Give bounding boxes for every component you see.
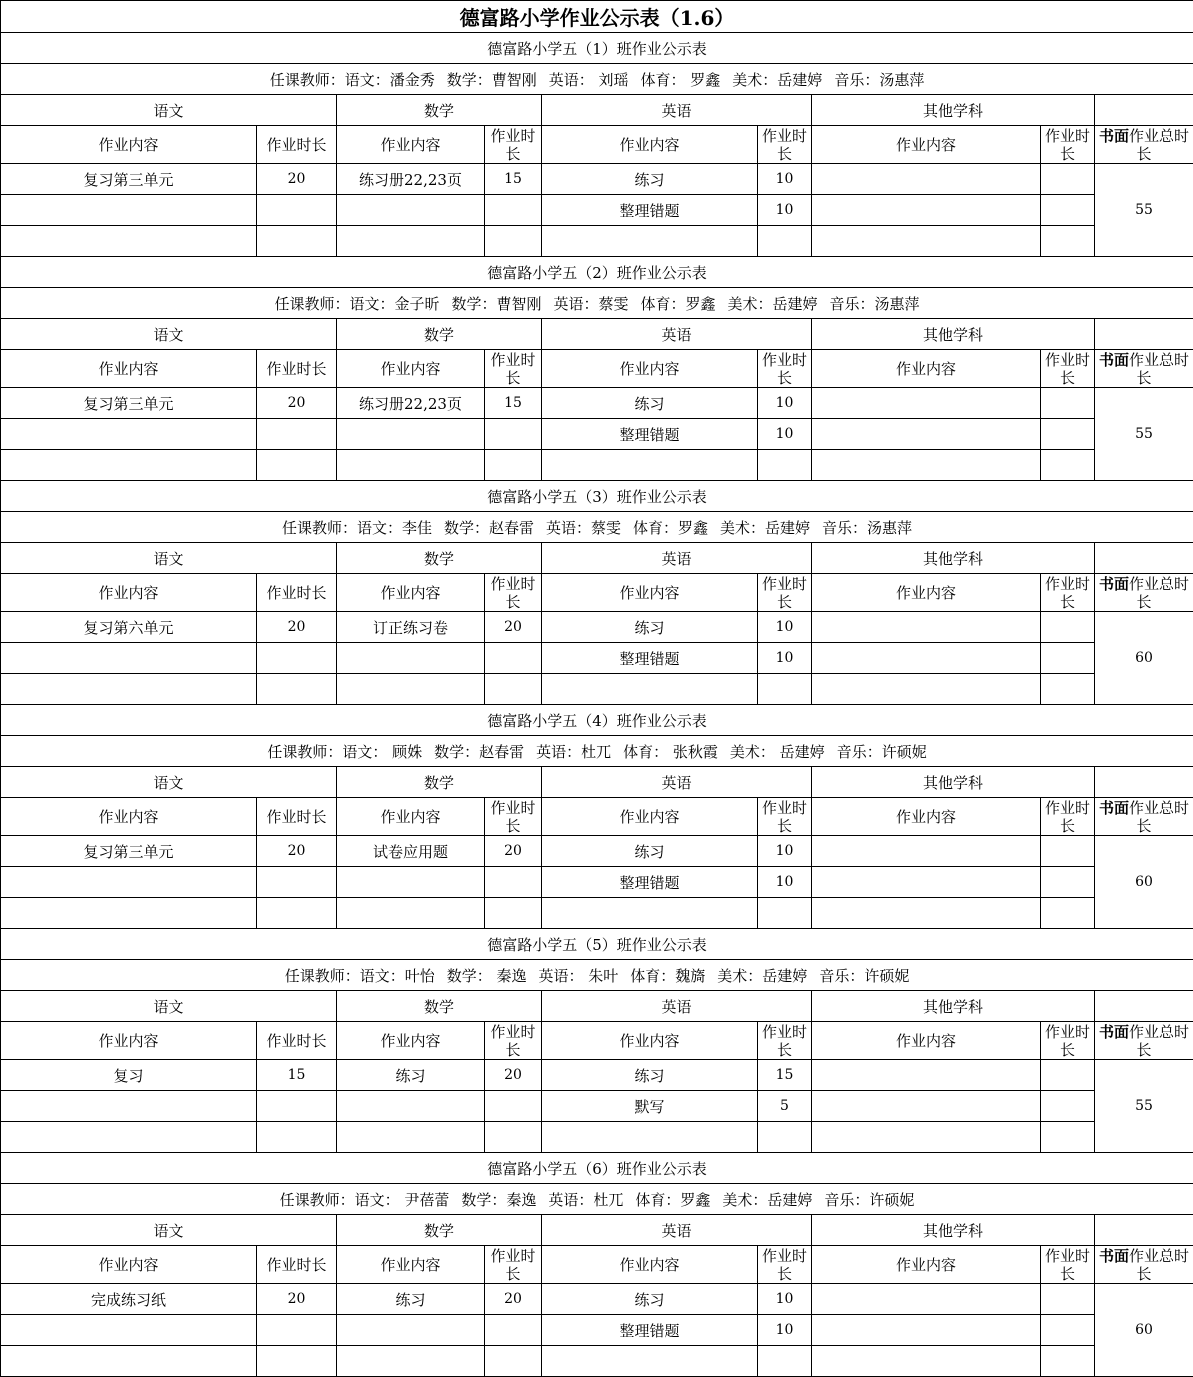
col-content: 作业内容 [337, 126, 485, 164]
col-duration: 作业时长 [1041, 798, 1095, 836]
other-content [812, 419, 1041, 450]
english-duration: 10 [758, 643, 812, 674]
subject-math: 数学 [337, 1215, 542, 1246]
total-duration: 60 [1095, 612, 1193, 705]
english-content: 练习 [542, 388, 758, 419]
teacher-item: 任课教师：语文：金子昕 [274, 295, 439, 313]
teacher-item: 体育：罗鑫 [633, 519, 708, 537]
math-content [337, 1315, 485, 1346]
english-duration: 15 [758, 1060, 812, 1091]
math-duration [485, 1346, 542, 1377]
chinese-duration [257, 1122, 337, 1153]
english-duration [758, 226, 812, 257]
chinese-duration [257, 1091, 337, 1122]
col-duration: 作业时长 [257, 798, 337, 836]
math-duration [485, 1315, 542, 1346]
col-total-bold: 书面 [1099, 127, 1129, 145]
col-content: 作业内容 [812, 1246, 1041, 1284]
english-content: 整理错题 [542, 419, 758, 450]
chinese-duration: 20 [257, 1284, 337, 1315]
col-content: 作业内容 [542, 1022, 758, 1060]
class-heading: 德富路小学五（2）班作业公示表 [1, 257, 1193, 288]
teacher-item: 美术：岳建婷 [720, 519, 810, 537]
col-content: 作业内容 [1, 126, 257, 164]
total-duration: 60 [1095, 1284, 1193, 1377]
other-content [812, 1315, 1041, 1346]
math-content: 订正练习卷 [337, 612, 485, 643]
math-content [337, 226, 485, 257]
teacher-item: 音乐：许硕妮 [837, 743, 927, 761]
other-content [812, 674, 1041, 705]
math-content [337, 643, 485, 674]
class-heading: 德富路小学五（1）班作业公示表 [1, 33, 1193, 64]
chinese-duration [257, 195, 337, 226]
col-total [1095, 798, 1193, 836]
other-duration [1041, 195, 1095, 226]
math-content: 练习 [337, 1284, 485, 1315]
col-content: 作业内容 [542, 798, 758, 836]
subject-blank [1095, 543, 1193, 574]
col-duration: 作业时长 [485, 350, 542, 388]
english-duration [758, 1122, 812, 1153]
col-duration: 作业时长 [1041, 126, 1095, 164]
other-content [812, 164, 1041, 195]
col-duration: 作业时长 [485, 574, 542, 612]
subject-other: 其他学科 [812, 991, 1095, 1022]
english-content: 整理错题 [542, 643, 758, 674]
teacher-item: 数学：曹智刚 [451, 295, 541, 313]
col-duration: 作业时长 [485, 1022, 542, 1060]
col-total-rest: 作业总时长 [1129, 575, 1189, 611]
col-content: 作业内容 [1, 798, 257, 836]
math-duration [485, 419, 542, 450]
math-duration [485, 674, 542, 705]
subject-english: 英语 [542, 767, 812, 798]
chinese-duration [257, 450, 337, 481]
subject-other: 其他学科 [812, 95, 1095, 126]
teacher-item: 英语： 刘瑶 [549, 71, 629, 89]
chinese-duration: 15 [257, 1060, 337, 1091]
class-heading: 德富路小学五（3）班作业公示表 [1, 481, 1193, 512]
subject-english: 英语 [542, 95, 812, 126]
col-content: 作业内容 [1, 1022, 257, 1060]
chinese-content: 完成练习纸 [1, 1284, 257, 1315]
math-content: 练习册22,23页 [337, 388, 485, 419]
math-duration [485, 898, 542, 929]
math-duration [485, 195, 542, 226]
other-content [812, 898, 1041, 929]
teacher-list [1, 1184, 1193, 1215]
teacher-item: 任课教师：语文：潘金秀 [270, 71, 435, 89]
teacher-list [1, 288, 1193, 319]
subject-other: 其他学科 [812, 767, 1095, 798]
english-duration [758, 1346, 812, 1377]
english-duration: 10 [758, 419, 812, 450]
english-content: 默写 [542, 1091, 758, 1122]
other-content [812, 612, 1041, 643]
math-content [337, 450, 485, 481]
english-content [542, 1346, 758, 1377]
chinese-duration [257, 674, 337, 705]
teacher-item: 体育： 罗鑫 [641, 71, 721, 89]
col-total [1095, 126, 1193, 164]
col-content: 作业内容 [337, 1022, 485, 1060]
other-duration [1041, 674, 1095, 705]
chinese-content [1, 226, 257, 257]
math-duration [485, 643, 542, 674]
teacher-item: 体育：魏旖 [630, 967, 705, 985]
math-content [337, 898, 485, 929]
other-content [812, 450, 1041, 481]
col-content: 作业内容 [812, 1022, 1041, 1060]
other-duration [1041, 867, 1095, 898]
math-content [337, 867, 485, 898]
col-total [1095, 350, 1193, 388]
col-content: 作业内容 [812, 350, 1041, 388]
math-content: 试卷应用题 [337, 836, 485, 867]
chinese-duration [257, 1315, 337, 1346]
col-duration: 作业时长 [485, 126, 542, 164]
other-duration [1041, 450, 1095, 481]
other-duration [1041, 1284, 1095, 1315]
other-content [812, 1091, 1041, 1122]
col-content: 作业内容 [1, 350, 257, 388]
math-content [337, 1346, 485, 1377]
subject-math: 数学 [337, 319, 542, 350]
math-content [337, 195, 485, 226]
teacher-item: 美术：岳建婷 [717, 967, 807, 985]
teacher-list [1, 512, 1193, 543]
english-duration: 10 [758, 1284, 812, 1315]
teacher-item: 英语：蔡雯 [554, 295, 629, 313]
other-duration [1041, 1060, 1095, 1091]
col-duration: 作业时长 [758, 350, 812, 388]
english-content: 整理错题 [542, 867, 758, 898]
math-duration: 20 [485, 1060, 542, 1091]
math-duration: 20 [485, 612, 542, 643]
math-content [337, 1122, 485, 1153]
other-duration [1041, 388, 1095, 419]
subject-chinese: 语文 [1, 991, 337, 1022]
col-duration: 作业时长 [758, 1246, 812, 1284]
col-content: 作业内容 [337, 350, 485, 388]
col-duration: 作业时长 [485, 1246, 542, 1284]
col-duration: 作业时长 [1041, 350, 1095, 388]
subject-blank [1095, 319, 1193, 350]
col-content: 作业内容 [812, 574, 1041, 612]
subject-math: 数学 [337, 95, 542, 126]
english-content: 整理错题 [542, 195, 758, 226]
math-duration: 15 [485, 164, 542, 195]
subject-chinese: 语文 [1, 1215, 337, 1246]
col-content: 作业内容 [337, 798, 485, 836]
chinese-content: 复习第三单元 [1, 388, 257, 419]
english-content [542, 898, 758, 929]
math-duration [485, 226, 542, 257]
subject-english: 英语 [542, 543, 812, 574]
english-duration: 10 [758, 164, 812, 195]
english-content: 练习 [542, 612, 758, 643]
chinese-duration [257, 643, 337, 674]
other-duration [1041, 612, 1095, 643]
col-total [1095, 1022, 1193, 1060]
subject-blank [1095, 95, 1193, 126]
col-total-rest: 作业总时长 [1129, 1247, 1189, 1283]
subject-chinese: 语文 [1, 95, 337, 126]
subject-math: 数学 [337, 991, 542, 1022]
chinese-content [1, 1091, 257, 1122]
english-duration [758, 450, 812, 481]
teacher-list [1, 736, 1193, 767]
english-content [542, 1122, 758, 1153]
chinese-duration: 20 [257, 164, 337, 195]
math-content: 练习 [337, 1060, 485, 1091]
english-content: 练习 [542, 164, 758, 195]
chinese-duration: 20 [257, 388, 337, 419]
chinese-content: 复习第三单元 [1, 164, 257, 195]
math-duration: 15 [485, 388, 542, 419]
chinese-content [1, 1122, 257, 1153]
teacher-list [1, 64, 1193, 95]
col-content: 作业内容 [542, 574, 758, 612]
col-total-rest: 作业总时长 [1129, 799, 1189, 835]
chinese-duration [257, 226, 337, 257]
teacher-item: 音乐：许硕妮 [819, 967, 909, 985]
col-content: 作业内容 [812, 798, 1041, 836]
teacher-item: 数学：秦逸 [461, 1191, 536, 1209]
math-duration [485, 1122, 542, 1153]
math-duration [485, 867, 542, 898]
other-content [812, 643, 1041, 674]
teacher-item: 任课教师：语文：叶怡 [285, 967, 435, 985]
other-content [812, 388, 1041, 419]
col-duration: 作业时长 [1041, 574, 1095, 612]
total-duration: 55 [1095, 1060, 1193, 1153]
col-total-bold: 书面 [1099, 1247, 1129, 1265]
teacher-item: 任课教师：语文：李佳 [282, 519, 432, 537]
math-duration [485, 450, 542, 481]
english-duration: 10 [758, 1315, 812, 1346]
teacher-item: 美术：岳建婷 [732, 71, 822, 89]
col-duration: 作业时长 [758, 574, 812, 612]
teacher-item: 任课教师：语文： 尹蓓蕾 [280, 1191, 450, 1209]
col-total-bold: 书面 [1099, 351, 1129, 369]
col-total-rest: 作业总时长 [1129, 351, 1189, 387]
chinese-content: 复习第六单元 [1, 612, 257, 643]
col-content: 作业内容 [1, 574, 257, 612]
other-content [812, 195, 1041, 226]
col-total [1095, 574, 1193, 612]
math-duration [485, 1091, 542, 1122]
chinese-duration: 20 [257, 836, 337, 867]
chinese-content [1, 674, 257, 705]
english-duration: 10 [758, 836, 812, 867]
subject-english: 英语 [542, 319, 812, 350]
math-content: 练习册22,23页 [337, 164, 485, 195]
teacher-item: 英语： 朱叶 [539, 967, 619, 985]
chinese-content [1, 195, 257, 226]
other-duration [1041, 898, 1095, 929]
chinese-duration: 20 [257, 612, 337, 643]
other-content [812, 226, 1041, 257]
chinese-content [1, 898, 257, 929]
col-total-rest: 作业总时长 [1129, 127, 1189, 163]
page-title: 德富路小学作业公示表（1.6） [1, 1, 1193, 33]
total-duration: 55 [1095, 388, 1193, 481]
subject-chinese: 语文 [1, 543, 337, 574]
col-total-rest: 作业总时长 [1129, 1023, 1189, 1059]
class-heading: 德富路小学五（6）班作业公示表 [1, 1153, 1193, 1184]
other-duration [1041, 1346, 1095, 1377]
chinese-content [1, 867, 257, 898]
col-duration: 作业时长 [758, 1022, 812, 1060]
chinese-content [1, 419, 257, 450]
subject-blank [1095, 767, 1193, 798]
teacher-item: 音乐：汤惠萍 [822, 519, 912, 537]
english-duration: 10 [758, 612, 812, 643]
subject-blank [1095, 991, 1193, 1022]
chinese-content [1, 1346, 257, 1377]
english-duration: 10 [758, 388, 812, 419]
english-duration: 5 [758, 1091, 812, 1122]
col-total-bold: 书面 [1099, 799, 1129, 817]
other-content [812, 1122, 1041, 1153]
teacher-item: 美术：岳建婷 [722, 1191, 812, 1209]
english-content: 练习 [542, 1060, 758, 1091]
other-content [812, 1284, 1041, 1315]
other-content [812, 867, 1041, 898]
subject-english: 英语 [542, 1215, 812, 1246]
teacher-item: 数学：赵春雷 [444, 519, 534, 537]
teacher-item: 体育： 张秋霞 [623, 743, 718, 761]
chinese-duration [257, 867, 337, 898]
subject-blank [1095, 1215, 1193, 1246]
col-content: 作业内容 [337, 1246, 485, 1284]
chinese-content: 复习 [1, 1060, 257, 1091]
teacher-item: 英语：杜兀 [548, 1191, 623, 1209]
subject-other: 其他学科 [812, 1215, 1095, 1246]
chinese-content [1, 1315, 257, 1346]
col-duration: 作业时长 [1041, 1022, 1095, 1060]
subject-english: 英语 [542, 991, 812, 1022]
col-total [1095, 1246, 1193, 1284]
col-content: 作业内容 [337, 574, 485, 612]
col-duration: 作业时长 [257, 1022, 337, 1060]
col-total-bold: 书面 [1099, 575, 1129, 593]
subject-chinese: 语文 [1, 767, 337, 798]
subject-other: 其他学科 [812, 543, 1095, 574]
col-content: 作业内容 [542, 350, 758, 388]
math-content [337, 674, 485, 705]
other-duration [1041, 1315, 1095, 1346]
other-duration [1041, 164, 1095, 195]
teacher-item: 数学：赵春雷 [434, 743, 524, 761]
col-duration: 作业时长 [257, 126, 337, 164]
total-duration: 55 [1095, 164, 1193, 257]
col-duration: 作业时长 [485, 798, 542, 836]
other-duration [1041, 226, 1095, 257]
col-total-bold: 书面 [1099, 1023, 1129, 1041]
other-duration [1041, 836, 1095, 867]
english-content: 练习 [542, 1284, 758, 1315]
other-content [812, 1060, 1041, 1091]
total-duration: 60 [1095, 836, 1193, 929]
col-duration: 作业时长 [257, 350, 337, 388]
teacher-item: 英语：杜兀 [536, 743, 611, 761]
english-duration [758, 674, 812, 705]
col-duration: 作业时长 [758, 798, 812, 836]
teacher-item: 数学：曹智刚 [447, 71, 537, 89]
col-duration: 作业时长 [257, 574, 337, 612]
chinese-content: 复习第三单元 [1, 836, 257, 867]
math-duration: 20 [485, 836, 542, 867]
english-duration [758, 898, 812, 929]
teacher-item: 美术：岳建婷 [728, 295, 818, 313]
teacher-item: 任课教师：语文： 顾姝 [267, 743, 422, 761]
chinese-duration [257, 898, 337, 929]
col-content: 作业内容 [542, 126, 758, 164]
english-content [542, 674, 758, 705]
col-duration: 作业时长 [1041, 1246, 1095, 1284]
math-content [337, 1091, 485, 1122]
class-heading: 德富路小学五（4）班作业公示表 [1, 705, 1193, 736]
other-duration [1041, 1091, 1095, 1122]
other-content [812, 836, 1041, 867]
chinese-content [1, 643, 257, 674]
teacher-list [1, 960, 1193, 991]
teacher-item: 美术： 岳建婷 [730, 743, 825, 761]
teacher-item: 音乐：汤惠萍 [830, 295, 920, 313]
other-duration [1041, 419, 1095, 450]
col-duration: 作业时长 [257, 1246, 337, 1284]
math-content [337, 419, 485, 450]
math-duration: 20 [485, 1284, 542, 1315]
english-duration: 10 [758, 867, 812, 898]
other-duration [1041, 643, 1095, 674]
teacher-item: 英语：蔡雯 [546, 519, 621, 537]
teacher-item: 音乐：许硕妮 [824, 1191, 914, 1209]
subject-math: 数学 [337, 543, 542, 574]
english-duration: 10 [758, 195, 812, 226]
col-content: 作业内容 [812, 126, 1041, 164]
other-content [812, 1346, 1041, 1377]
teacher-item: 体育：罗鑫 [635, 1191, 710, 1209]
subject-other: 其他学科 [812, 319, 1095, 350]
subject-chinese: 语文 [1, 319, 337, 350]
teacher-item: 音乐：汤惠萍 [834, 71, 924, 89]
col-duration: 作业时长 [758, 126, 812, 164]
chinese-content [1, 450, 257, 481]
subject-math: 数学 [337, 767, 542, 798]
english-content: 整理错题 [542, 1315, 758, 1346]
other-duration [1041, 1122, 1095, 1153]
class-heading: 德富路小学五（5）班作业公示表 [1, 929, 1193, 960]
col-content: 作业内容 [542, 1246, 758, 1284]
english-content [542, 226, 758, 257]
teacher-item: 体育：罗鑫 [641, 295, 716, 313]
teacher-item: 数学： 秦逸 [447, 967, 527, 985]
english-content: 练习 [542, 836, 758, 867]
chinese-duration [257, 419, 337, 450]
english-content [542, 450, 758, 481]
chinese-duration [257, 1346, 337, 1377]
col-content: 作业内容 [1, 1246, 257, 1284]
